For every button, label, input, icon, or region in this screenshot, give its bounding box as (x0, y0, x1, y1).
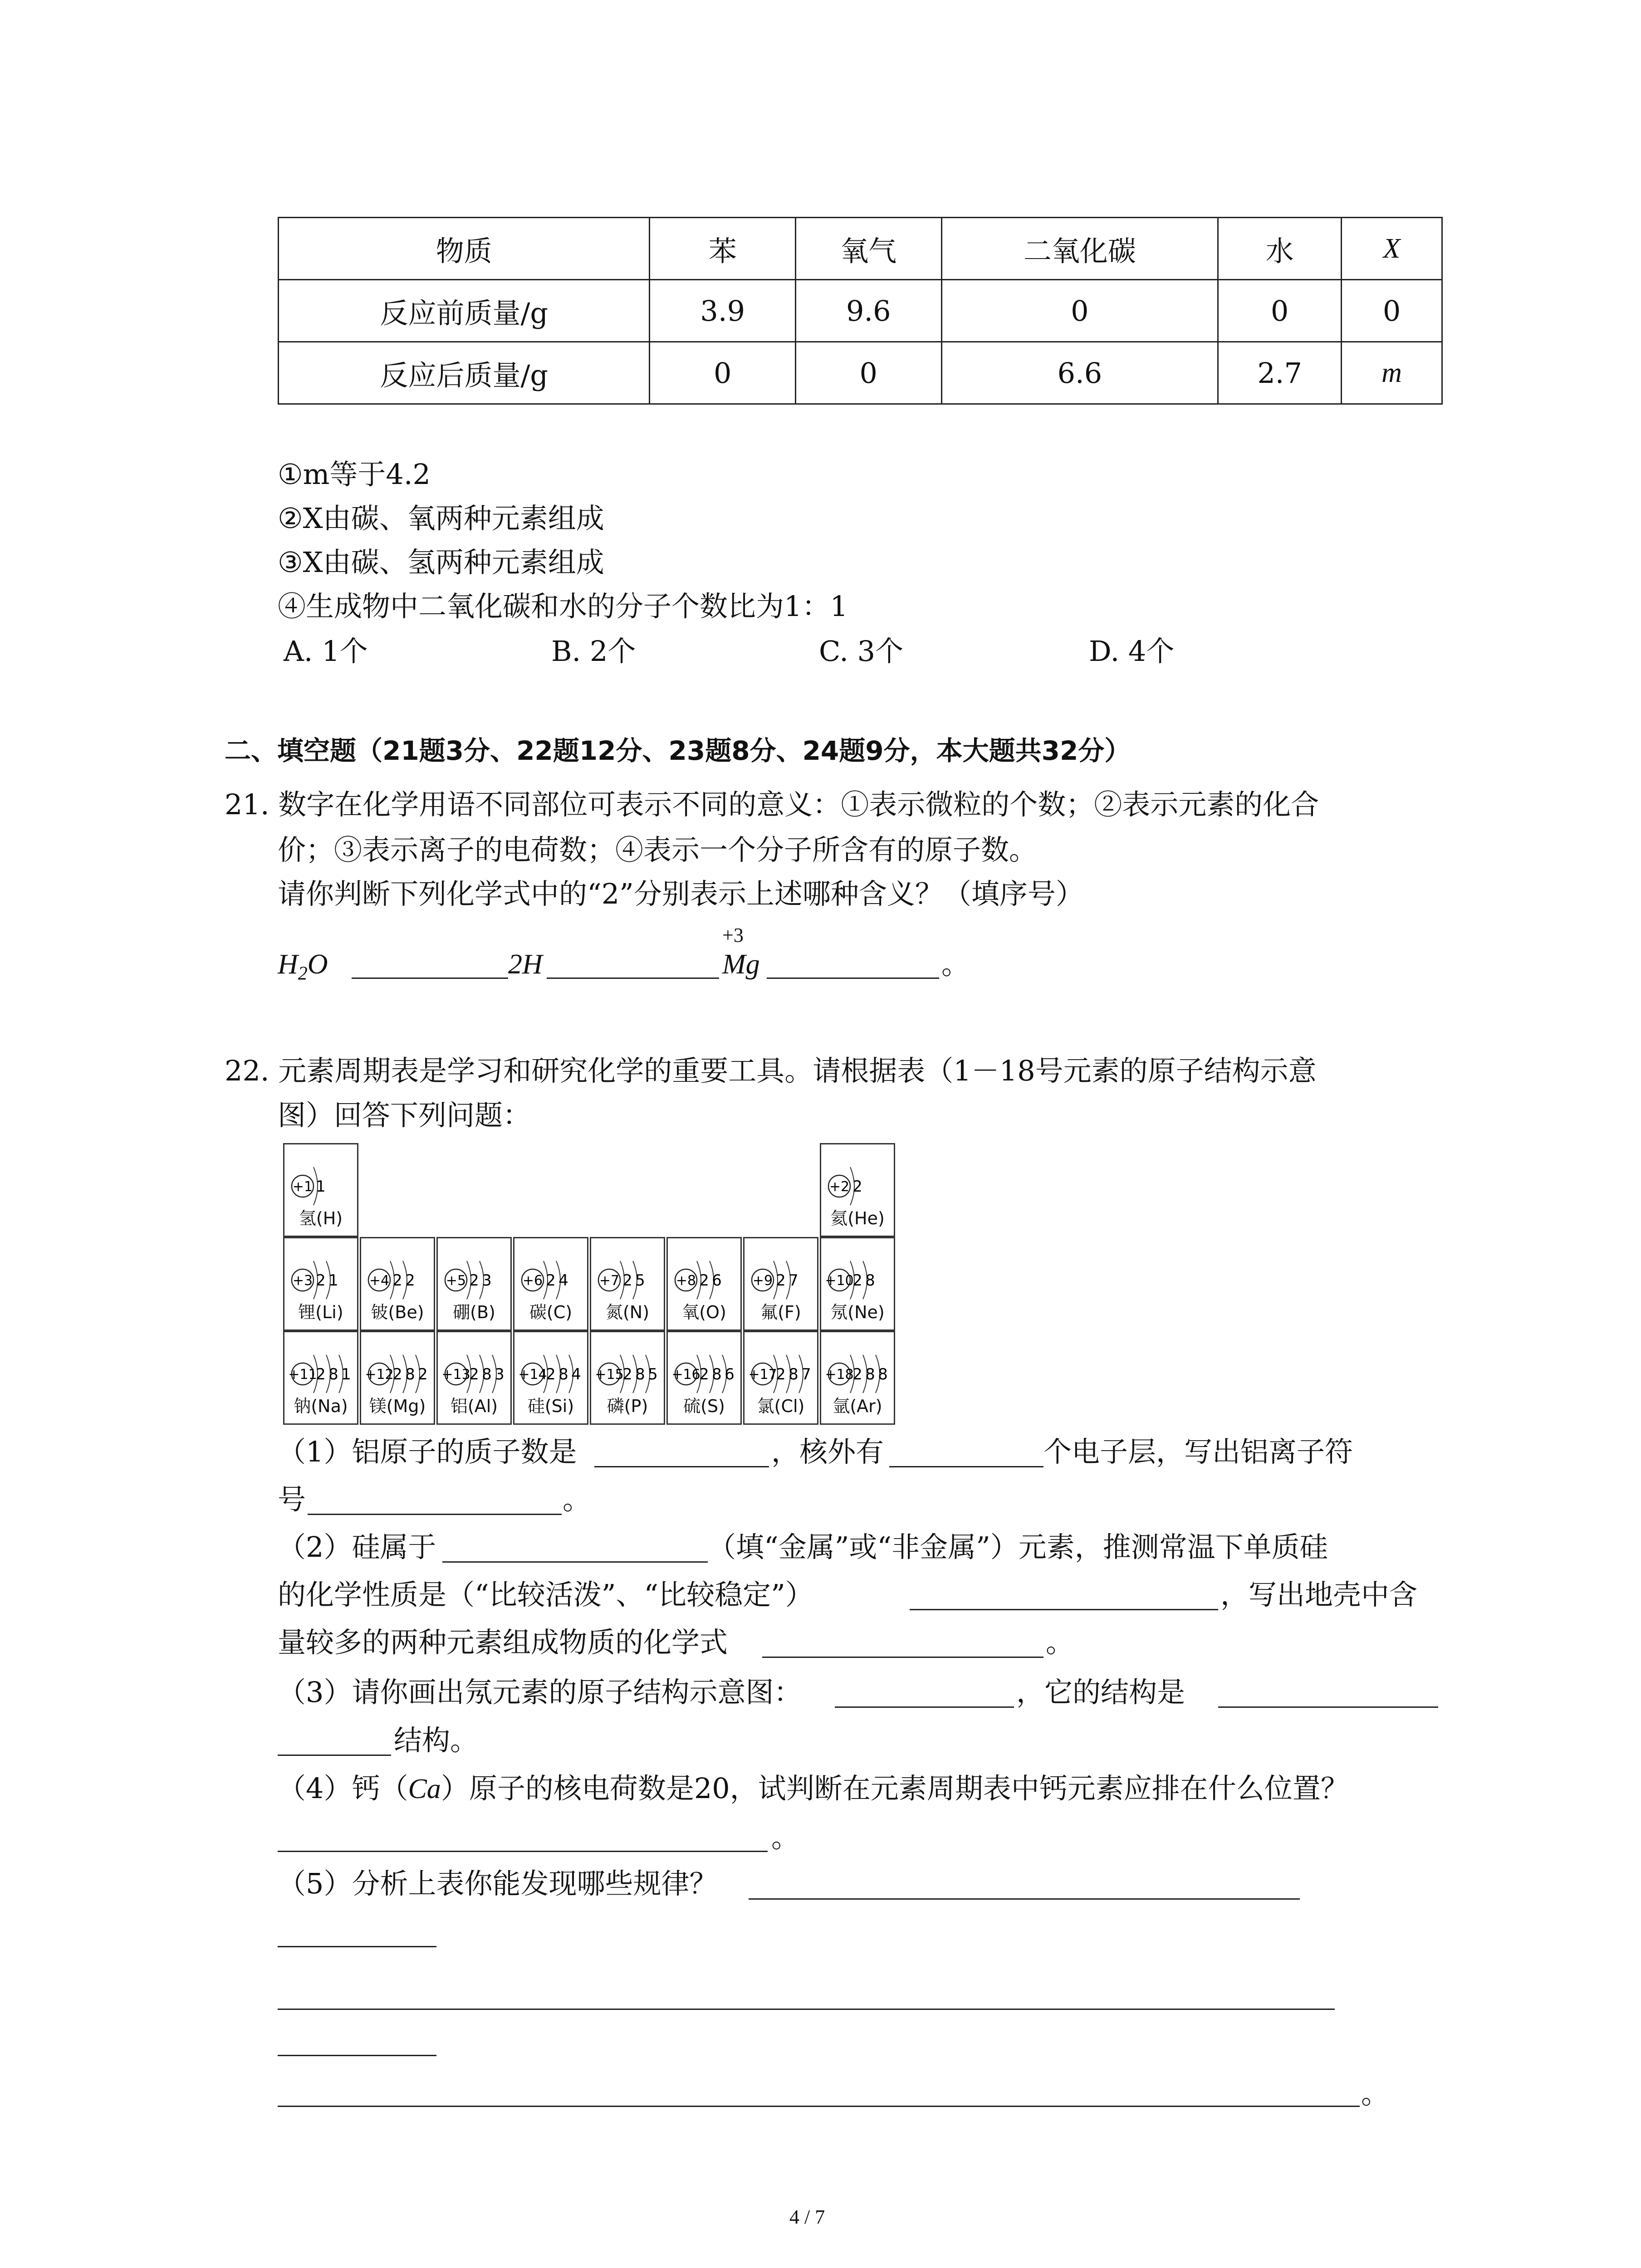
electron-count: 1 (328, 1271, 338, 1290)
table-cell: m (1342, 342, 1442, 404)
element-cell (820, 1331, 895, 1425)
electron-count: 4 (571, 1365, 581, 1383)
element-cell (820, 1143, 895, 1237)
page-number: 4 / 7 (789, 2206, 825, 2228)
element-name: 氢(H) (299, 1208, 343, 1228)
nucleus-charge: +6 (522, 1273, 543, 1289)
nucleus-charge: +17 (748, 1367, 777, 1383)
q22-p3-b: ，它的结构是 (1016, 1676, 1185, 1709)
electron-count: 1 (316, 1178, 326, 1196)
table-header-cell: 物质 (279, 218, 650, 280)
electron-count: 8 (405, 1365, 415, 1383)
nucleus-charge: +18 (825, 1367, 854, 1383)
table-cell: 0 (941, 280, 1218, 342)
answer-blank[interactable] (749, 1898, 1300, 1900)
electron-count: 2 (316, 1271, 326, 1290)
section-title: 二、填空题（21题3分、22题12分、23题8分、24题9分，本大题共32分） (225, 735, 1131, 766)
electron-count: 6 (725, 1365, 735, 1383)
answer-blank[interactable] (278, 1755, 391, 1756)
element-cell (513, 1237, 588, 1331)
table-cell: 3.9 (650, 280, 796, 342)
answer-blank[interactable] (1218, 1706, 1438, 1708)
answer-blank[interactable] (835, 1706, 1014, 1708)
nucleus-charge: +10 (825, 1273, 854, 1289)
statement-1: ①m等于4.2 (278, 458, 431, 491)
answer-blank[interactable] (767, 978, 939, 979)
q22-p1-a: （1）铝原子的质子数是 (278, 1435, 577, 1468)
table-header-cell: 二氧化碳 (941, 218, 1218, 280)
answer-blank[interactable] (352, 978, 508, 979)
period-mark: 。 (941, 948, 970, 981)
statement-3: ③X由碳、氢两种元素组成 (278, 546, 604, 579)
electron-count: 6 (712, 1271, 722, 1290)
element-name: 锂(Li) (298, 1302, 343, 1322)
element-name: 氯(Cl) (757, 1396, 805, 1416)
q21-line-2: 价；③表示离子的电荷数；④表示一个分子所含有的原子数。 (278, 833, 1038, 866)
answer-blank[interactable] (547, 978, 719, 979)
electron-count: 3 (495, 1365, 505, 1383)
statement-4: ④生成物中二氧化碳和水的分子个数比为1：1 (278, 590, 848, 623)
electron-count: 8 (482, 1365, 492, 1383)
electron-count: 2 (392, 1271, 402, 1290)
q22-p1-b: ，核外有 (771, 1435, 884, 1468)
formula-mg: Mg (722, 949, 760, 980)
q22-p2-d: ，写出地壳中含 (1220, 1578, 1418, 1611)
table-cell: 6.6 (941, 342, 1218, 404)
q22-p2-c: 的化学性质是（“比较活泼”、“比较稳定”） (278, 1578, 813, 1611)
electron-count: 5 (635, 1271, 645, 1290)
electron-count: 8 (865, 1271, 875, 1290)
element-cell (666, 1331, 742, 1425)
answer-blank[interactable] (910, 1609, 1218, 1610)
period-mark: 。 (1046, 1626, 1074, 1659)
element-name: 氟(F) (760, 1302, 801, 1322)
table-header-row (279, 218, 1442, 280)
q22-p3-a: （3）请你画出氖元素的原子结构示意图： (278, 1676, 802, 1709)
nucleus-charge: +12 (365, 1367, 394, 1383)
option-d: D. 4个 (1089, 635, 1175, 668)
q22-line-2: 图）回答下列问题： (278, 1099, 531, 1132)
answer-blank[interactable] (889, 1466, 1043, 1467)
element-name: 钠(Na) (294, 1396, 348, 1416)
element-name: 氖(Ne) (830, 1302, 885, 1322)
electron-count: 8 (878, 1365, 888, 1383)
element-cell (590, 1237, 665, 1331)
element-name: 氦(He) (830, 1208, 885, 1228)
table-cell: 9.6 (796, 280, 942, 342)
q22-p1-d: 号 (278, 1483, 306, 1516)
electron-count: 2 (852, 1271, 862, 1290)
element-name: 铝(Al) (450, 1396, 498, 1416)
text-part: ）原子的核电荷数是20，试判断在元素周期表中钙元素应排在什么位置？ (441, 1772, 1349, 1805)
electron-count: 8 (865, 1365, 875, 1383)
electron-count: 2 (316, 1365, 326, 1383)
element-name: 镁(Mg) (369, 1396, 426, 1416)
electron-count: 8 (712, 1365, 722, 1383)
nucleus-charge: +14 (518, 1367, 547, 1383)
nucleus-charge: +5 (446, 1273, 466, 1289)
q22-p4 (278, 1774, 1349, 1803)
table-cell: 2.7 (1218, 342, 1342, 404)
electron-count: 4 (558, 1271, 568, 1290)
electron-count: 2 (622, 1271, 632, 1290)
electron-count: 2 (852, 1365, 862, 1383)
element-cell (590, 1331, 665, 1425)
table-header-cell: 氧气 (796, 218, 942, 280)
nucleus-charge: +9 (752, 1273, 773, 1289)
element-cell (436, 1331, 512, 1425)
q22-p5: （5）分析上表你能发现哪些规律？ (278, 1867, 718, 1900)
q22-p1-c: 个电子层，写出铝离子符 (1043, 1435, 1353, 1468)
text-part: Ca (408, 1774, 441, 1804)
q22-p2-e: 量较多的两种元素组成物质的化学式 (278, 1626, 728, 1659)
nucleus-charge: +16 (671, 1367, 700, 1383)
nucleus-charge: +11 (288, 1367, 317, 1383)
nucleus-charge: +15 (595, 1367, 624, 1383)
electron-count: 2 (699, 1365, 709, 1383)
period-mark: 。 (1361, 2077, 1390, 2110)
electron-count: 2 (469, 1271, 479, 1290)
electron-count: 1 (341, 1365, 351, 1383)
element-name: 氧(O) (682, 1302, 726, 1322)
table-row (279, 280, 1442, 342)
electron-count: 7 (801, 1365, 811, 1383)
statement-2: ②X由碳、氧两种元素组成 (278, 502, 604, 535)
q22-p2-a: （2）硅属于 (278, 1530, 436, 1564)
electron-count: 2 (546, 1271, 556, 1290)
electron-count: 8 (328, 1365, 338, 1383)
answer-blank[interactable] (278, 2106, 1360, 2107)
table-cell: 反应后质量/g (279, 342, 650, 404)
electron-count: 8 (635, 1365, 645, 1383)
answer-blank[interactable] (278, 1851, 768, 1852)
q22-line-1: 22. 元素周期表是学习和研究化学的重要工具。请根据表（1－18号元素的原子结构示意 (225, 1054, 1317, 1087)
valence-superscript: +3 (722, 924, 744, 946)
element-name: 氩(Ar) (833, 1396, 882, 1416)
table-header-cell: X (1342, 218, 1442, 280)
table-header-cell: 水 (1218, 218, 1342, 280)
table-cell: 0 (1342, 280, 1442, 342)
q22-p3-c: 结构。 (394, 1724, 479, 1757)
electron-count: 2 (405, 1271, 415, 1290)
answer-blank[interactable] (308, 1514, 562, 1515)
mass-table (278, 217, 1443, 405)
element-name: 硅(Si) (527, 1396, 574, 1416)
element-name: 碳(C) (529, 1302, 573, 1322)
table-cell: 0 (1218, 280, 1342, 342)
q21-line-3: 请你判断下列化学式中的“2”分别表示上述哪种含义？（填序号） (278, 877, 1084, 910)
answer-blank[interactable] (762, 1657, 1043, 1658)
q22-p2-b: （填“金属”或“非金属”）元素，推测常温下单质硅 (708, 1530, 1328, 1564)
element-name: 硫(S) (683, 1396, 725, 1416)
electron-count: 2 (776, 1365, 786, 1383)
electron-count: 2 (699, 1271, 709, 1290)
electron-count: 2 (852, 1178, 862, 1196)
element-cell (666, 1237, 742, 1331)
element-name: 铍(Be) (371, 1302, 424, 1322)
electron-count: 2 (622, 1365, 632, 1383)
nucleus-charge: +2 (829, 1179, 850, 1195)
element-cell (360, 1237, 435, 1331)
nucleus-charge: +3 (292, 1273, 313, 1289)
table-cell: 0 (796, 342, 942, 404)
electron-count: 2 (546, 1365, 556, 1383)
element-name: 硼(B) (453, 1302, 495, 1322)
period-mark: 。 (771, 1821, 800, 1854)
element-cell (436, 1237, 512, 1331)
answer-blank[interactable] (278, 2009, 1335, 2010)
element-name: 氮(N) (605, 1302, 650, 1322)
element-cell (743, 1237, 818, 1331)
element-cell (283, 1143, 358, 1237)
formula-h2o (278, 950, 328, 983)
nucleus-charge: +1 (292, 1179, 313, 1195)
table-row (279, 342, 1442, 404)
electron-count: 8 (558, 1365, 568, 1383)
electron-count: 2 (776, 1271, 786, 1290)
element-cell (283, 1331, 358, 1425)
formula-part: H (278, 949, 298, 980)
answer-blank[interactable] (594, 1466, 769, 1467)
option-a: A. 1个 (284, 635, 368, 668)
formula-part: O (307, 949, 328, 980)
element-cell (820, 1237, 895, 1331)
electron-count: 2 (392, 1365, 402, 1383)
answer-blank[interactable] (278, 2055, 436, 2056)
nucleus-charge: +4 (369, 1273, 390, 1289)
table-cell: 反应前质量/g (279, 280, 650, 342)
element-name: 磷(P) (607, 1396, 648, 1416)
element-cell (283, 1237, 358, 1331)
answer-blank[interactable] (442, 1561, 708, 1563)
period-mark: 。 (563, 1483, 591, 1516)
electron-count: 5 (648, 1365, 658, 1383)
text-part: （4）钙（ (278, 1772, 408, 1805)
q21-line-1: 21. 数字在化学用语不同部位可表示不同的意义：①表示微粒的个数；②表示元素的化合 (225, 788, 1319, 821)
electron-count: 2 (418, 1365, 428, 1383)
formula-2h: 2H (508, 949, 543, 980)
element-cell (743, 1331, 818, 1425)
formula-subscript: 2 (298, 963, 308, 984)
answer-blank[interactable] (278, 1946, 436, 1947)
option-c: C. 3个 (819, 635, 904, 668)
nucleus-charge: +8 (676, 1273, 696, 1289)
option-b: B. 2个 (551, 635, 636, 668)
nucleus-charge: +13 (441, 1367, 470, 1383)
nucleus-charge: +7 (599, 1273, 620, 1289)
table-cell: 0 (650, 342, 796, 404)
electron-count: 7 (789, 1271, 798, 1290)
electron-count: 8 (789, 1365, 798, 1383)
electron-count: 2 (469, 1365, 479, 1383)
table-header-cell: 苯 (650, 218, 796, 280)
electron-count: 3 (482, 1271, 492, 1290)
element-cell (513, 1331, 588, 1425)
element-cell (360, 1331, 435, 1425)
